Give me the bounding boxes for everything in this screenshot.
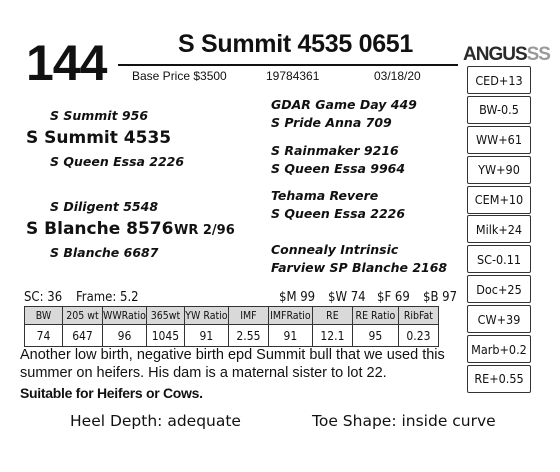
val-205wt: 647 [63, 325, 103, 347]
epd-ced: CED+13 [467, 66, 531, 94]
index-w: $W 74 [328, 290, 366, 305]
dam-note: WR 2/96 [174, 223, 235, 238]
dam-dam: S Blanche 6687 [50, 245, 159, 260]
dam-dam-dam: Farview SP Blanche 2168 [271, 260, 448, 275]
col-wwratio: WWRatio [103, 307, 147, 325]
val-ywratio: 91 [184, 325, 228, 347]
heel-depth: Heel Depth: adequate [70, 412, 241, 430]
val-365wt: 1045 [146, 325, 184, 347]
val-re: 12.1 [312, 325, 352, 347]
sire-sire-sire: GDAR Game Day 449 [271, 97, 417, 112]
index-m: $M 99 [279, 290, 316, 305]
epd-marb: Marb+0.2 [467, 335, 531, 363]
dam-sire-dam: S Queen Essa 2226 [271, 206, 406, 221]
col-bw: BW [25, 307, 63, 325]
val-imf: 2.55 [228, 325, 268, 347]
birth-date: 03/18/20 [374, 69, 421, 83]
val-ribfat: 0.23 [398, 325, 438, 347]
col-365wt: 365wt [146, 307, 184, 325]
sire-dam: S Queen Essa 2226 [50, 154, 185, 169]
angus-logo: ANGUSSS [463, 44, 550, 65]
performance-value-row [25, 325, 439, 347]
col-ribfat: RibFat [398, 307, 438, 325]
val-imfratio: 91 [268, 325, 312, 347]
epd-cw: CW+39 [467, 305, 531, 333]
sire-dam-dam: S Queen Essa 9964 [271, 161, 406, 176]
col-reratio: RE Ratio [352, 307, 398, 325]
dam-sire-sire: Tehama Revere [271, 188, 379, 203]
col-re: RE [312, 307, 352, 325]
col-imfratio: IMFRatio [268, 307, 312, 325]
performance-table [24, 306, 439, 347]
epd-column [467, 66, 531, 395]
toe-shape: Toe Shape: inside curve [312, 412, 496, 430]
epd-milk: Milk+24 [467, 215, 531, 243]
epd-doc: Doc+25 [467, 275, 531, 303]
performance-header-row [25, 307, 439, 325]
sire: S Summit 4535 [26, 128, 172, 148]
epd-re: RE+0.55 [467, 365, 531, 393]
frame-score: Frame: 5.2 [76, 290, 139, 305]
sire-sire: S Summit 956 [50, 108, 149, 123]
lot-number: 144 [26, 35, 107, 91]
epd-ww: WW+61 [467, 126, 531, 154]
col-205wt: 205 wt [63, 307, 103, 325]
val-wwratio: 96 [103, 325, 147, 347]
index-b: $B 97 [423, 290, 458, 305]
lot-comment: Another low birth, negative birth epd Summit bull that we used this summer on heifers. His dam is a maternal sister to lot 22. [20, 347, 445, 381]
dam-sire: S Diligent 5548 [50, 199, 159, 214]
epd-sc: SC-0.11 [467, 245, 531, 273]
base-price: Base Price $3500 [132, 69, 227, 83]
sire-sire-dam: S Pride Anna 709 [271, 115, 392, 130]
dam-dam-sire: Connealy Intrinsic [271, 242, 399, 257]
suitability-note: Suitable for Heifers or Cows. [20, 385, 203, 401]
epd-bw: BW-0.5 [467, 96, 531, 124]
val-bw: 74 [25, 325, 63, 347]
dam: S Blanche 8576 [26, 219, 174, 239]
col-imf: IMF [228, 307, 268, 325]
col-ywratio: YW Ratio [184, 307, 228, 325]
sire-dam-sire: S Rainmaker 9216 [271, 143, 399, 158]
header-divider [118, 64, 458, 66]
epd-cem: CEM+10 [467, 186, 531, 214]
registration-number: 19784361 [266, 69, 320, 83]
epd-yw: YW+90 [467, 156, 531, 184]
val-reratio: 95 [352, 325, 398, 347]
scrotal-circumference: SC: 36 [24, 290, 63, 305]
animal-name: S Summit 4535 0651 [178, 30, 414, 58]
index-f: $F 69 [377, 290, 410, 305]
